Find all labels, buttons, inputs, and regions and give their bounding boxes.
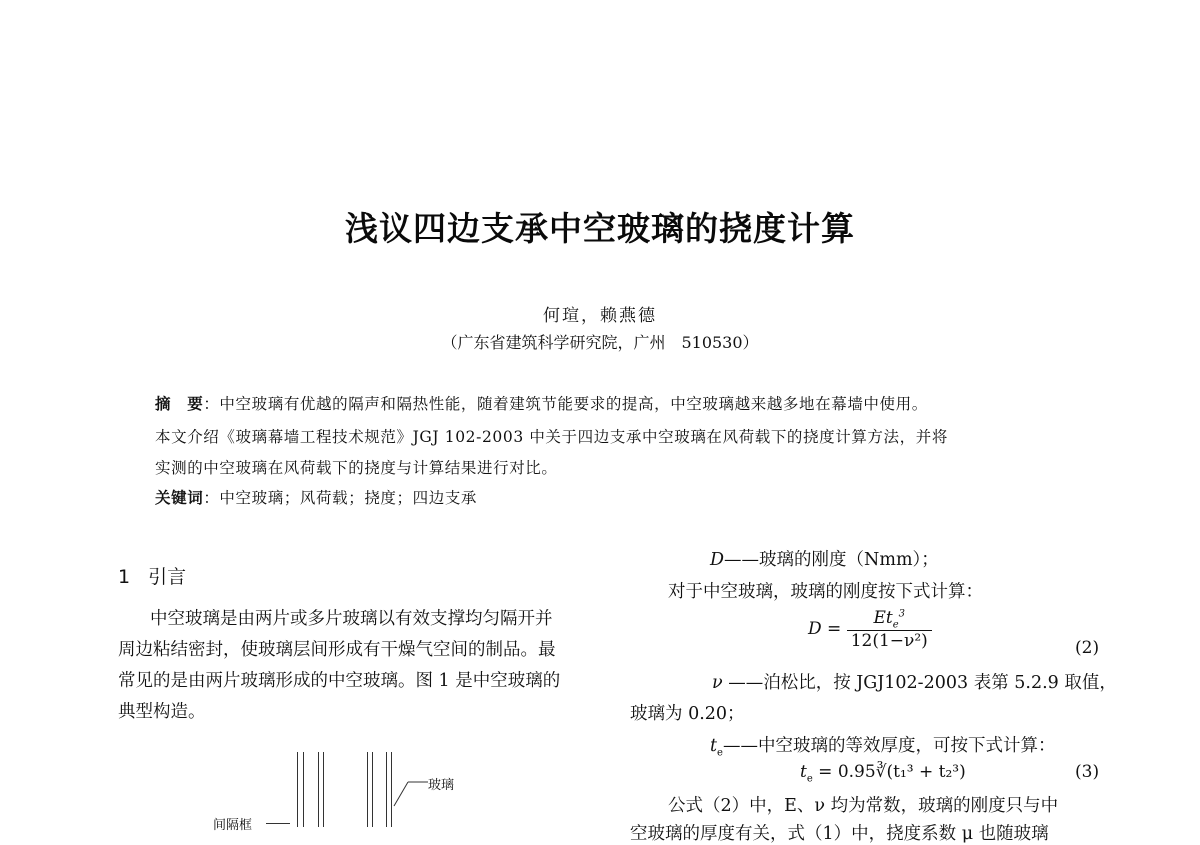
paper-authors: 何瑄，赖燕德 [543,306,657,326]
abstract-line-1 [155,392,928,414]
intro-line-2: 周边粘结密封，使玻璃层间形成有干燥气空间的制品。最 [118,640,556,660]
keywords-line [155,486,477,508]
eq3-rhs: = 0.95∛(t₁³ + t₂³) [812,762,966,782]
glass-pane-line [367,752,368,827]
eq2-lhs: D = [808,619,842,640]
eq2-numerator-sup: 3 [898,608,906,620]
intro-line-3: 常见的是由两片玻璃形成的中空玻璃。图 1 是中空玻璃的 [118,671,561,691]
def-te [710,732,1055,759]
glass-pane-line [323,752,324,827]
spacer-leader-line [266,823,290,824]
figure-label-glass: 玻璃 [428,778,455,793]
paragraph-after-eq3: 公式（2）中，E、ν 均为常数，玻璃的刚度只与中 [668,796,1059,816]
equation-3-number: (3) [1075,762,1100,782]
intro-line-4: 典型构造。 [118,702,206,722]
eq2-numerator-main: Et [873,608,893,628]
glass-pane-line [372,752,373,827]
equation-2-number: (2) [1075,638,1100,658]
glass-pane-line [386,752,387,827]
section-title: 引言 [148,566,187,588]
def-D-text: ——玻璃的刚度（Nmm）； [724,550,939,570]
def-nu [712,669,1117,694]
eq3-lhs: t [800,762,807,782]
intro-line-1: 中空玻璃是由两片或多片玻璃以有效支撑均匀隔开并 [150,609,553,629]
abstract-text-1: ：中空玻璃有优越的隔声和隔热性能，随着建筑节能要求的提高，中空玻璃越来越多地在幕墙中使用。 [203,395,928,413]
symbol-te: t [710,736,718,756]
figure-label-spacer: 间隔框 [213,818,253,833]
def-D [710,546,939,571]
eq2-numerator-sub: e [892,619,899,631]
abstract-label: 摘 要 [155,395,204,413]
def-nu-line-2: 玻璃为 0.20； [630,704,745,724]
glass-leader-line [390,770,430,810]
paper-affiliation: （广东省建筑科学研究院，广州 510530） [441,333,759,352]
keywords-label: 关键词 [155,489,204,507]
eq2-denominator: 12(1−ν²) [850,631,928,652]
equation-2 [808,608,932,651]
eq2-fraction [847,608,932,651]
keywords-text: ：中空玻璃；风荷载；挠度；四边支承 [203,489,478,507]
glass-pane-line [303,752,304,827]
abstract-line-2: 本文介绍《玻璃幕墙工程技术规范》JGJ 102-2003 中关于四边支承中空玻璃在风荷载下的挠度计算方法，并将 [155,428,948,446]
eq3-lhs-sub: e [806,773,813,785]
glass-pane-line [297,752,298,827]
symbol-D: D [710,550,725,570]
section-number: 1 [118,566,131,588]
paper-title: 浅议四边支承中空玻璃的挠度计算 [345,209,855,248]
eq2-numerator [847,608,932,631]
def-nu-text: ——泊松比，按 JGJ102-2003 表第 5.2.9 取值， [722,673,1117,693]
stiffness-intro: 对于中空玻璃，玻璃的刚度按下式计算： [668,582,983,602]
symbol-te-sub: e [717,747,723,759]
section-heading [118,562,186,589]
abstract-line-3: 实测的中空玻璃在风荷载下的挠度与计算结果进行对比。 [155,459,558,477]
symbol-nu: ν [712,673,723,693]
glass-pane-line [318,752,319,827]
equation-3 [800,762,966,784]
def-te-text: ——中空玻璃的等效厚度，可按下式计算： [722,736,1056,756]
paragraph-cut-line: 空玻璃的厚度有关，式（1）中，挠度系数 μ 也随玻璃 [630,824,1049,844]
